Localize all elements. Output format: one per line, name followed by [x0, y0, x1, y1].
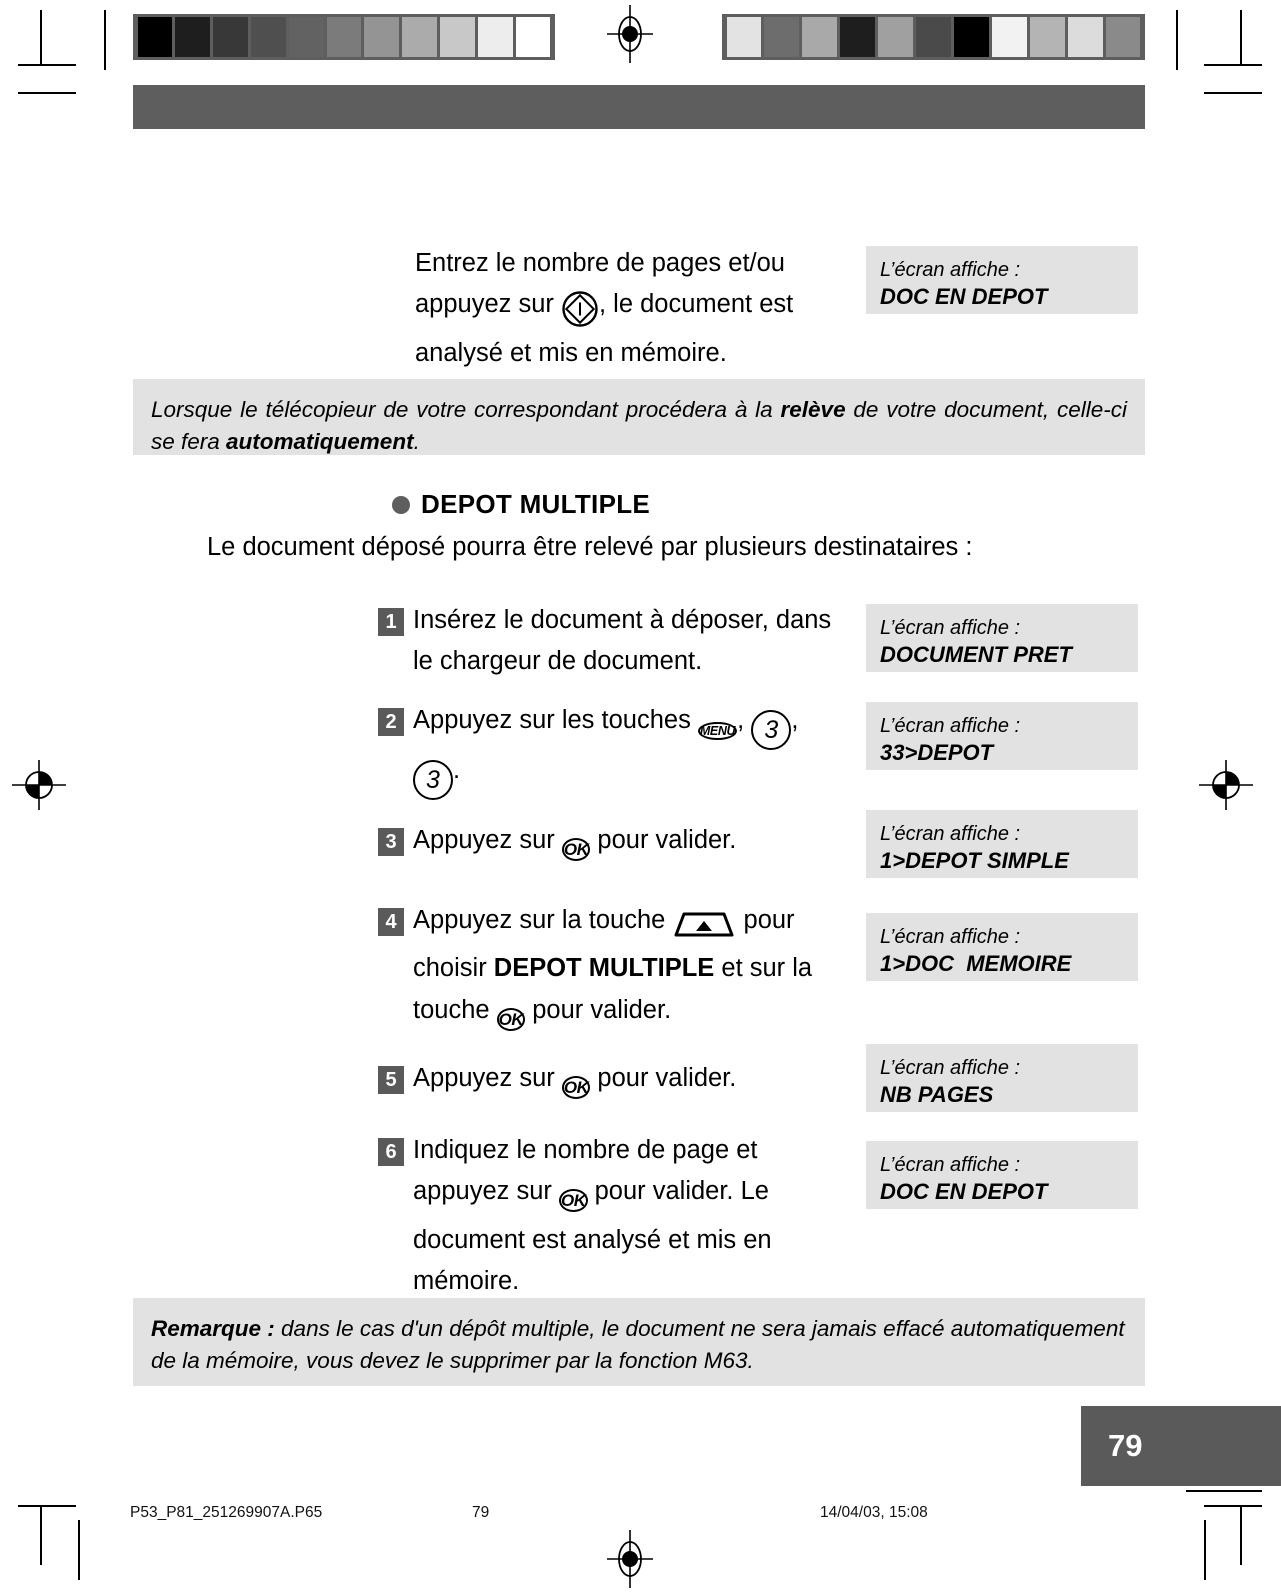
calibration-swatch-5: [916, 17, 951, 57]
step-2-sep-1: ,: [737, 706, 752, 734]
screen-label: L’écran affiche :: [880, 1057, 1021, 1079]
crop-mark-bottom-right-inner: [1204, 1520, 1206, 1580]
calibration-swatch-2: [802, 17, 837, 57]
calibration-swatch-1: [175, 17, 210, 57]
ok-key-label: OK: [563, 840, 589, 859]
intro-instruction-row: [415, 243, 835, 374]
step-number-chip: 2: [378, 708, 404, 736]
step-5-text-a: Appuyez sur: [413, 1064, 562, 1092]
step-2-text-a: Appuyez sur les touches: [413, 706, 698, 734]
header-gray-band: [133, 85, 1145, 129]
calibration-swatch-9: [478, 17, 513, 57]
crop-mark-top-left-horz: [18, 64, 76, 66]
step-number-chip: 3: [378, 828, 404, 856]
crop-mark-bottom-right-horz: [1204, 1505, 1262, 1507]
step-row-6: [378, 1130, 833, 1302]
step-row-3: [378, 820, 833, 868]
calibration-swatch-3: [251, 17, 286, 57]
grayscale-calibration-bar-left: [133, 14, 555, 60]
ok-key-icon[interactable]: [559, 1178, 588, 1219]
screen-label: L’écran affiche :: [880, 617, 1021, 639]
page-number-label: 79: [1108, 1428, 1143, 1463]
calibration-swatch-1: [764, 17, 799, 57]
calibration-swatch-2: [213, 17, 248, 57]
calibration-swatch-10: [516, 17, 551, 57]
bullet-dot-icon: [392, 496, 410, 514]
crop-mark-bottom-left-inner: [78, 1520, 80, 1580]
intro-text-before-key: Entrez le nombre de pages et/ou appuyez sur: [415, 249, 785, 319]
screen-display-step-6: [866, 1141, 1138, 1209]
calibration-swatch-9: [1068, 17, 1103, 57]
screen-value: NB PAGES: [880, 1082, 994, 1107]
step-number-chip: 5: [378, 1066, 404, 1094]
crop-mark-bottom-left-vert: [40, 1505, 42, 1565]
note-panel-bottom: [133, 1298, 1145, 1386]
menu-key-icon[interactable]: [698, 707, 737, 748]
crop-mark-bottom-left-horz: [18, 1505, 76, 1507]
screen-value: 33>DEPOT: [880, 740, 994, 765]
screen-display-step-1: [866, 604, 1138, 672]
screen-value: 1>DOC MEMOIRE: [880, 951, 1072, 976]
step-number-chip: 6: [378, 1138, 404, 1166]
step-2-text-b: .: [453, 756, 461, 784]
section-heading: [392, 489, 650, 520]
calibration-swatch-6: [954, 17, 989, 57]
start-key-icon[interactable]: [561, 290, 599, 332]
screen-value: 1>DEPOT SIMPLE: [880, 848, 1069, 873]
calibration-swatch-8: [1030, 17, 1065, 57]
note-bottom-text: dans le cas d'un dépôt multiple, le document ne sera jamais effacé automatiquement de la mémoire, vous devez le supprimer par la fonction M63.: [151, 1316, 1125, 1373]
step-text: [413, 900, 833, 1038]
screen-display-step-4: [866, 913, 1138, 981]
step-text: [413, 820, 833, 868]
step-1-text: Insérez le document à déposer, dans le chargeur de document.: [413, 606, 832, 676]
step-4-bold: DEPOT MULTIPLE: [493, 954, 715, 983]
calibration-swatch-10: [1106, 17, 1141, 57]
screen-label: L’écran affiche :: [880, 926, 1021, 948]
crop-mark-top-left-bleed: [18, 92, 76, 94]
step-text: [413, 600, 833, 683]
crop-mark-top-left-vert: [40, 10, 42, 66]
step-3-text-b: pour valider.: [590, 826, 737, 854]
screen-label: L’écran affiche :: [880, 1154, 1021, 1176]
crop-mark-top-right-inner: [1176, 10, 1178, 70]
screen-label: L’écran affiche :: [880, 259, 1021, 281]
step-4-text-d: pour valider.: [525, 995, 672, 1024]
calibration-swatch-4: [878, 17, 913, 57]
calibration-swatch-4: [289, 17, 324, 57]
crop-mark-top-left-inner: [104, 10, 106, 70]
calibration-swatch-7: [992, 17, 1027, 57]
screen-display-step-2: [866, 702, 1138, 770]
note-top-bold-2: automatiquement: [226, 428, 414, 454]
footer-timestamp: 14/04/03, 15:08: [820, 1504, 928, 1521]
crop-mark-top-right-bleed: [1204, 92, 1262, 94]
page-number-tab: [1081, 1406, 1281, 1486]
screen-display-intro: [866, 246, 1138, 314]
step-row-1: [378, 600, 833, 683]
step-text: [413, 700, 833, 800]
step-4-text-a: Appuyez sur la touche: [413, 906, 673, 934]
ok-key-icon[interactable]: [562, 827, 591, 868]
step-number-chip: 4: [378, 908, 404, 936]
note-top-text-2: de votre document, celle-ci se fera: [151, 397, 1127, 454]
note-bottom-bold-lead: Remarque :: [151, 1316, 275, 1341]
step-5-text-b: pour valider.: [590, 1064, 737, 1092]
registration-mark-left: [10, 756, 68, 814]
screen-display-step-5: [866, 1044, 1138, 1112]
section-heading-label: DEPOT MULTIPLE: [421, 489, 651, 519]
step-6-text-a: Indiquez le nombre de page et appuyez sur: [413, 1136, 758, 1206]
registration-mark-top-center: [601, 5, 659, 63]
step-row-2: [378, 700, 833, 800]
step-6-text-b: pour valider. Le document est analysé et mis en mémoire.: [413, 1177, 772, 1295]
grayscale-calibration-bar-right: [722, 14, 1145, 60]
ok-key-label: OK: [561, 1191, 586, 1211]
intro-text-after-key: , le document est analysé et mis en mémoire.: [415, 290, 794, 367]
menu-key-label: MENU: [699, 724, 736, 738]
step-3-text-a: Appuyez sur: [413, 826, 562, 854]
ok-key-icon[interactable]: [562, 1065, 591, 1106]
calibration-swatch-5: [327, 17, 362, 57]
ok-key-icon[interactable]: [497, 997, 526, 1038]
calibration-swatch-3: [840, 17, 875, 57]
registration-mark-right: [1197, 756, 1255, 814]
section-lead-text: Le document déposé pourra être relevé par plusieurs destinataires :: [207, 533, 973, 561]
intro-instruction-text: [415, 243, 835, 374]
registration-mark-bottom-center: [601, 1530, 659, 1588]
calibration-swatch-8: [440, 17, 475, 57]
digit-3-key-icon-first[interactable]: 3: [751, 710, 791, 750]
note-top-bold-1: relève: [780, 397, 846, 422]
calibration-swatch-7: [402, 17, 437, 57]
digit-3-key-icon-second[interactable]: 3: [413, 760, 453, 800]
step-row-4: [378, 900, 833, 1038]
step-number-chip: 1: [378, 608, 404, 636]
screen-value: DOC EN DEPOT: [880, 284, 1048, 309]
note-panel-top: [133, 379, 1145, 455]
step-4-text-c: et sur la touche: [413, 954, 813, 1024]
crop-mark-top-right-vert: [1240, 10, 1242, 66]
crop-mark-top-right-horz: [1204, 64, 1262, 66]
crop-mark-bottom-right-bleed: [1186, 1490, 1262, 1492]
ok-key-label: OK: [498, 1009, 524, 1029]
calibration-swatch-6: [364, 17, 399, 57]
step-4-text-b: pour choisir: [413, 906, 795, 983]
crop-mark-bottom-right-vert: [1240, 1505, 1242, 1565]
footer-filename: P53_P81_251269907A.P65: [130, 1504, 323, 1521]
screen-value: DOCUMENT PRET: [880, 642, 1072, 667]
footer-page-number: 79: [472, 1504, 490, 1521]
step-2-sep-2: ,: [791, 706, 799, 734]
calibration-swatch-0: [138, 17, 173, 57]
ok-key-label: OK: [563, 1078, 589, 1097]
screen-display-step-3: [866, 810, 1138, 878]
step-row-5: [378, 1058, 833, 1106]
screen-label: L’écran affiche :: [880, 715, 1021, 737]
step-text: [413, 1130, 833, 1302]
screen-label: L’écran affiche :: [880, 823, 1021, 845]
note-top-text-1: Lorsque le télécopieur de votre correspondant procédera à la: [151, 397, 781, 422]
calibration-swatch-0: [727, 17, 762, 57]
note-top-text-3: .: [413, 428, 420, 454]
step-text: [413, 1058, 833, 1106]
arrow-up-key-icon[interactable]: [672, 907, 736, 948]
screen-value: DOC EN DEPOT: [880, 1179, 1048, 1204]
